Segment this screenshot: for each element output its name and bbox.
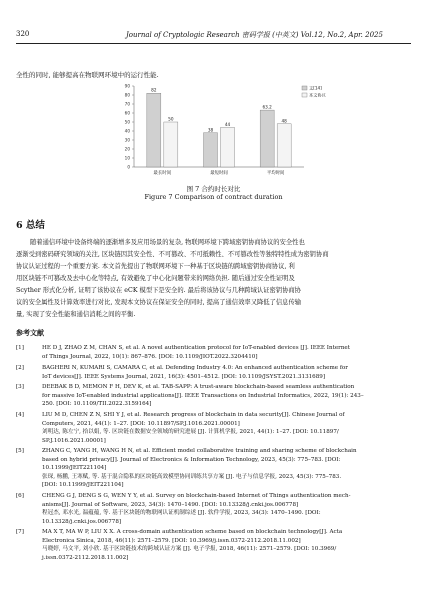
reference-item [16,364,411,381]
bar [164,122,178,167]
bar-value-label: 44 [224,121,231,127]
y-tick-label: 20 [124,146,130,152]
bar-value-label: 50 [168,116,174,122]
page-number: 320 [16,30,30,38]
y-tick-label: 90 [124,83,130,89]
bar-value-label: 48 [281,118,287,124]
reference-line: 250. [DOI: 10.1109/TII.2022.3159164] [42,401,152,408]
paragraph-line: 议的安全属性及计算效率进行对比, 发现本文协议在保证安全的同时, 提高了通信效率又降低了信息传输 [16,299,302,306]
reference-line: IoT devices[J]. IEEE Systems Journal, 2021, 16(3): 4501–4512. [DOI: 10.1109/JSYST.2021.3131689] [42,373,326,380]
x-tick-label: 最长时间 [153,171,172,176]
reference-line: 程冠杰, 邓水光, 温蕴蕴, 等. 基于区块链的物联网认证机制综述 [J]. 软件学报, 2023, 34(3): 1470–1490. [DOI: [42,510,321,517]
reference-number: [6] [16,493,24,499]
y-tick-label: 10 [124,155,130,161]
reference-item [16,411,411,445]
bar [221,127,235,167]
bar [147,93,161,167]
reference-line: HE D J, ZHAO Z M, CHAN S, et al. A novel authentication protocol for IoT-enabled devices [J]. IEEE Internet [42,345,350,351]
reference-line: CHENG G J, DENG S G, WEN Y Y, et al. Survey on blockchain-based Internet of Things authentication mech- [42,493,351,499]
paragraph-line: Scyther 形式化分析, 证明了该协议在 eCK 模型下是安全的. 最后将该协议与几种跨域认证密钥协商协 [16,287,301,294]
y-tick-label: 0 [127,164,130,170]
references-heading: 参考文献 [16,328,44,337]
intro-line: 全性的同时, 能够提高在物联网环境中的运行性能. [16,71,159,79]
y-tick-label: 80 [124,92,130,98]
paragraph-line: 随着通信环境中设备终端的逐渐增多及应用场景的复杂, 物联网环境下跨域密钥协商协议的安全性也 [30,239,305,246]
header-rule [16,43,411,44]
reference-line: SP.J.1016.2021.00001] [42,437,106,444]
paragraph-line: 逐渐受到密码研究领域的关注, 区块链因其安全性、不可篡改、不可抵赖性、不可篡改性等独特特性成为密钥协商 [16,251,329,258]
legend-label: 本文协议 [309,92,326,98]
y-tick-label: 30 [124,137,130,143]
reference-line: anisms[J]. Journal of Software, 2023, 34(3): 1470–1490. [DOI: 10.13328/j.cnki.jos.006778] [42,501,299,508]
reference-line: 张琛, 杨鹏, 王寒赋, 等. 基于混合隐私的区块链高效模型协同训练共享方案 [J]. 电子与信息学报, 2023, 45(3): 775–783. [42,473,342,480]
reference-line: of Things Journal, 2022, 10(1): 867–876. [DOI: 10.1109/JIOT.2022.3204410] [42,353,258,360]
reference-line: Computers, 2021, 44(1): 1–27. [DOI: 10.11897/SP.J.1016.2021.00001] [42,420,240,427]
y-tick-label: 60 [124,110,130,116]
x-tick-label: 平均时间 [266,171,285,176]
reference-line: 10.11999/JEIT221104] [42,465,107,472]
legend-swatch [302,93,307,97]
reference-item [16,447,411,490]
paragraph-line: 协议认证过程的一个重要方案. 本文首先提出了物联网环境下一种基于区块链的跨域密钥协商协议, 利 [16,263,295,270]
paragraph-line: 用区块链不可篡改及去中心化等特点, 有效避免了中心化问题带来的网络负担. 随后通过安全性证明及 [16,275,295,282]
reference-number: [5] [16,448,24,454]
reference-line: 10.13328/j.cnki.jos.006778] [42,518,122,525]
reference-item [16,383,411,409]
reference-item [16,344,411,361]
y-tick-label: 40 [124,128,130,134]
reference-number: [4] [16,412,24,418]
bar-value-label: 82 [151,87,157,93]
reference-number: [2] [16,365,24,371]
y-tick-label: 70 [124,101,130,107]
reference-item [16,492,411,526]
paragraph-line: 量, 实现了安全性能和通信消耗之间的平衡. [16,311,136,318]
bar-value-label: 38 [207,127,214,133]
reference-line: 刘明达, 陈左宁, 拾以娟, 等. 区块链在数据安全领域的研究进展 [J]. 计算机学报, 2021, 44(1): 1–27. [DOI: 10.11897/ [42,429,339,436]
y-tick-label: 50 [124,119,130,125]
reference-line: LIU M D, CHEN Z N, SHI Y J, et al. Research progress of blockchain in data security[J]. Chinese Journal of [42,412,345,418]
figure-caption-cn: 图 7 合约时长对比 [186,185,241,193]
figure-caption-en: Figure 7 Comparison of contract duration [144,193,283,201]
reference-line: Electronica Sinica, 2018, 46(11): 2571–2579. [DOI: 10.3969/j.issn.0372-2112.2018.11.002] [42,537,301,544]
journal-running-title: Journal of Cryptologic Research 密码学报 (中英文) Vol.12, No.2, Apr. 2025 [126,31,383,39]
reference-line: j.issn.0372-2112.2018.11.002] [42,554,129,561]
reference-line: MA X T, MA W P, LIU X X. A cross-domain authentication scheme based on blockchain technology[J]. Acta [42,529,343,535]
bar-chart [104,80,344,180]
reference-line: ZHANG C, YANG H, WANG H N, et al. Efficient model collaborative training and sharing scheme of blockchain [42,448,357,454]
x-tick-label: 最短时间 [210,171,228,176]
reference-line: DEEBAK B D, MEMON F H, DEV K, et al. TAB-SAPP: A trust-aware blockchain-based seamless authentication [42,384,355,390]
bar [277,124,291,167]
bar [260,110,274,167]
reference-number: [1] [16,345,24,351]
reference-number: [7] [16,529,24,535]
reference-number: [3] [16,384,24,390]
reference-line: 马晓婷, 马文平, 刘小欣. 基于区块链技术的跨域认证方案 [J]. 电子学报, 2018, 46(11): 2571–2579. [DOI: 10.3969/ [42,546,337,553]
legend-swatch [302,86,307,90]
reference-line: based on hybrid privacy[J]. Journal of Electronics & Information Technology, 2023, 45(3): 775–783. [DOI: [42,456,341,463]
reference-item [16,528,411,562]
legend-label: 文[14] [309,85,322,91]
reference-line: BAGHERI N, KUMARI S, CAMARA C, et al. Defending Industry 4.0: An enhanced authentication scheme for [42,365,348,371]
section-title: 6 总结 [16,220,45,231]
reference-line: [DOI: 10.11999/JEIT221104] [42,482,124,489]
bar-value-label: 63.2 [262,104,272,110]
reference-line: for massive IoT-enabled industrial applications[J]. IEEE Transactions on Industrial Informatics, 2022, 19(1): 243– [42,392,364,399]
bar [204,133,218,167]
